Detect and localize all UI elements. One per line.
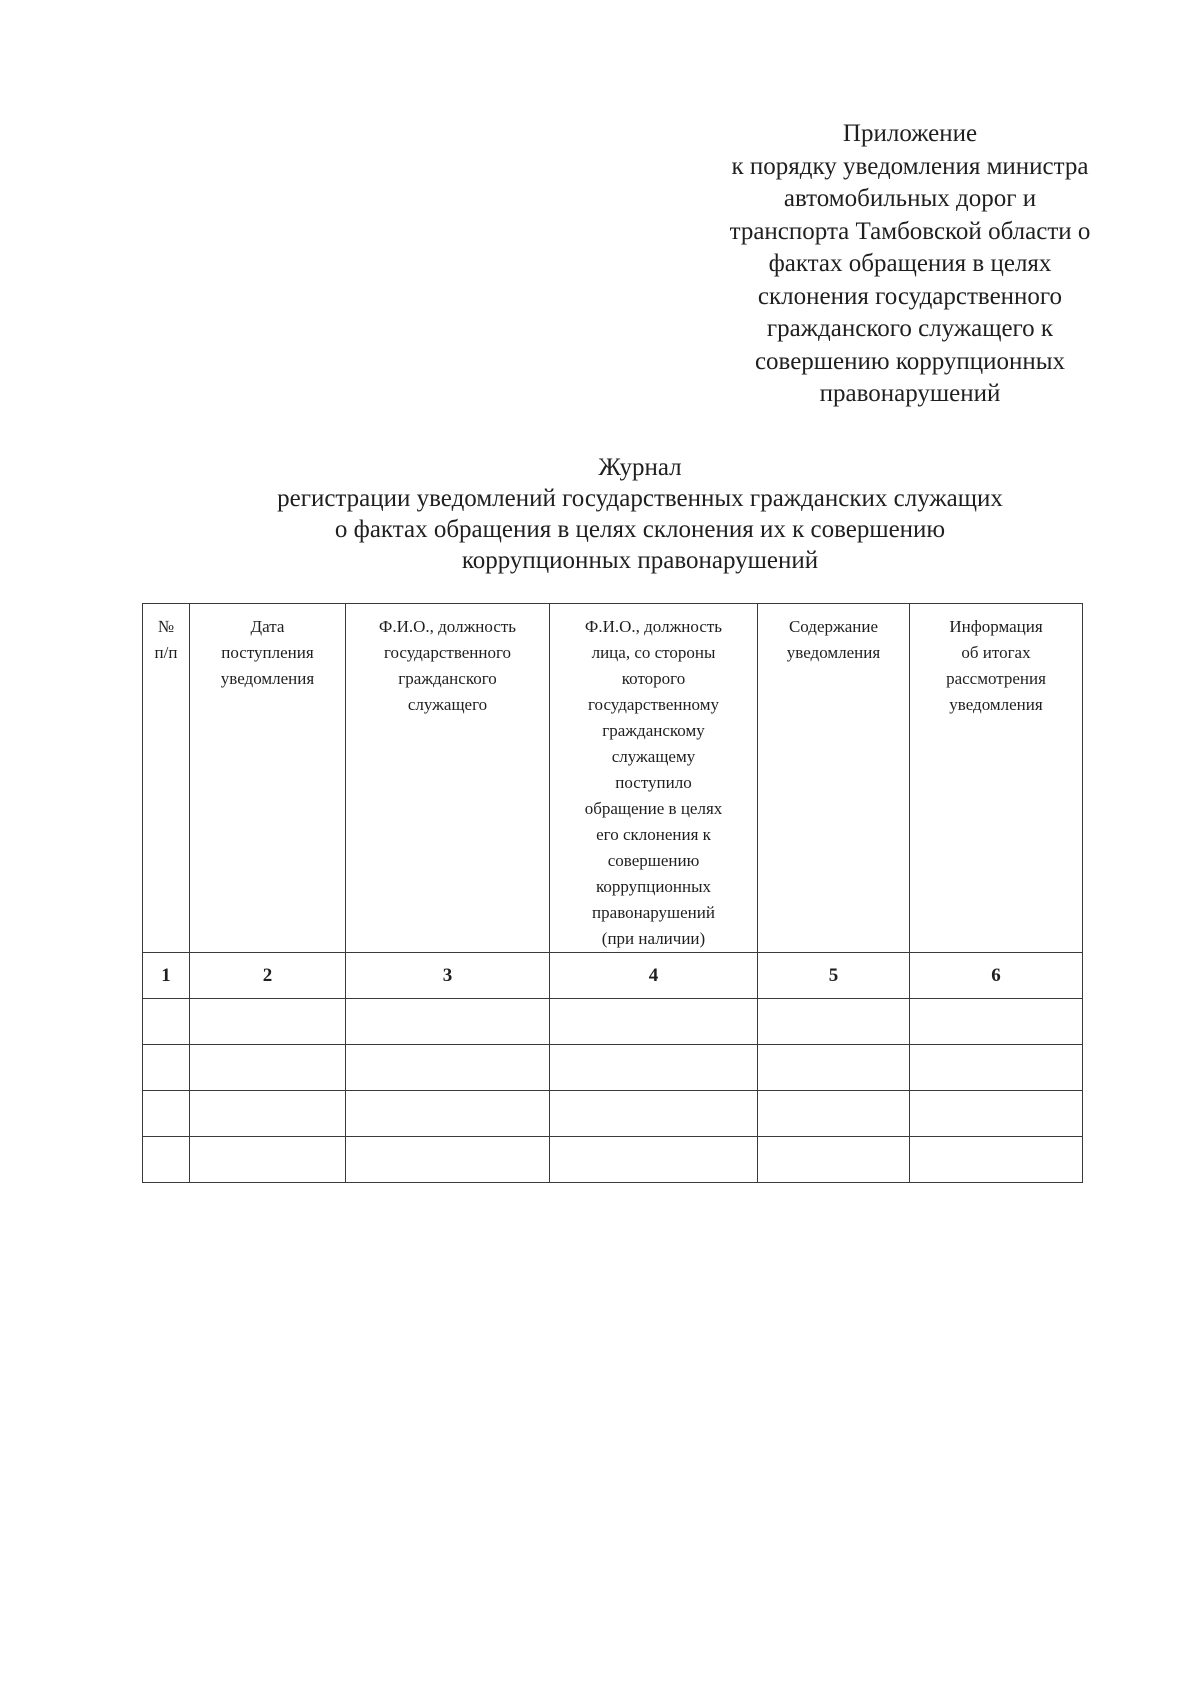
column-header-line: Информация	[949, 617, 1043, 636]
appendix-line: фактах обращения в целях	[768, 250, 1052, 277]
table-cell[interactable]	[190, 1137, 346, 1183]
table-cell[interactable]	[143, 1137, 190, 1183]
table-cell[interactable]	[758, 1045, 910, 1091]
column-header-line: Ф.И.О., должность	[378, 617, 517, 636]
table-cell[interactable]	[190, 999, 346, 1045]
column-header-1	[143, 604, 190, 953]
column-header-line: Ф.И.О., должность	[584, 617, 723, 636]
table-cell[interactable]	[910, 1137, 1083, 1183]
column-header-line: уведомления	[786, 643, 881, 662]
journal-subtitle-line: регистрации уведомлений государственных гражданских служащих	[277, 485, 1003, 512]
appendix-line: к порядку уведомления министра	[731, 152, 1089, 180]
appendix-line: Приложение	[842, 120, 978, 147]
column-header-line: совершению	[607, 851, 700, 870]
appendix-line: склонения государственного	[757, 282, 1063, 310]
table-cell[interactable]	[346, 1137, 550, 1183]
journal-subtitle-line: коррупционных правонарушений	[461, 547, 819, 574]
table-cell[interactable]	[346, 1045, 550, 1091]
column-number-cell: 1	[143, 953, 190, 999]
column-header-line: служащего	[407, 695, 488, 714]
column-header-line: уведомления	[220, 669, 315, 688]
column-header-5	[758, 604, 910, 953]
column-header-line: гражданского	[398, 669, 497, 688]
column-header-3	[346, 604, 550, 953]
column-header-line: рассмотрения	[946, 669, 1046, 688]
column-header-line: служащему	[611, 747, 696, 766]
table-row	[143, 1091, 1083, 1137]
column-header-line: лица, со стороны	[591, 643, 716, 662]
column-header-line: государственному	[588, 695, 719, 714]
table-cell[interactable]	[143, 1091, 190, 1137]
table-cell[interactable]	[758, 1137, 910, 1183]
table-cell[interactable]	[550, 999, 758, 1045]
column-header-line: его склонения к	[596, 825, 711, 844]
table-cell[interactable]	[910, 1045, 1083, 1091]
column-header-line: правонарушений	[592, 903, 715, 922]
appendix-line: транспорта Тамбовской области о	[729, 217, 1091, 245]
column-header-2	[190, 604, 346, 953]
journal-heading	[160, 452, 1120, 576]
table-cell[interactable]	[910, 999, 1083, 1045]
column-header-line: которого	[621, 669, 686, 688]
table-cell[interactable]	[758, 1091, 910, 1137]
column-header-line: гражданскому	[602, 721, 705, 740]
column-header-line: п/п	[154, 643, 178, 662]
column-header-line: уведомления	[949, 695, 1043, 714]
column-header-line: поступило	[615, 773, 692, 792]
table-row	[143, 999, 1083, 1045]
column-header-6	[910, 604, 1083, 953]
table-cell[interactable]	[758, 999, 910, 1045]
table-cell[interactable]	[143, 1045, 190, 1091]
column-number-cell: 5	[758, 953, 910, 999]
table-cell[interactable]	[346, 1091, 550, 1137]
column-number-cell: 3	[346, 953, 550, 999]
table-row	[143, 1045, 1083, 1091]
appendix-line: правонарушений	[819, 380, 1001, 407]
table-cell[interactable]	[910, 1091, 1083, 1137]
column-number-row	[143, 953, 1083, 999]
column-header-line: Дата	[250, 617, 285, 636]
register-table	[142, 603, 1083, 1183]
column-header-4	[550, 604, 758, 953]
column-header-line: коррупционных	[595, 877, 712, 896]
column-number-cell: 4	[550, 953, 758, 999]
column-header-line: обращение в целях	[584, 799, 723, 818]
table-cell[interactable]	[143, 999, 190, 1045]
column-header-line: (при наличии)	[601, 929, 706, 948]
table-row	[143, 1137, 1083, 1183]
table-cell[interactable]	[550, 1091, 758, 1137]
column-number-cell: 2	[190, 953, 346, 999]
table-cell[interactable]	[550, 1045, 758, 1091]
column-number-cell: 6	[910, 953, 1083, 999]
column-header-line: №	[157, 617, 175, 636]
appendix-line: совершению коррупционных	[754, 347, 1066, 375]
column-header-line: поступления	[221, 643, 314, 662]
appendix-line: гражданского служащего к	[766, 315, 1054, 342]
table-cell[interactable]	[190, 1045, 346, 1091]
table-cell[interactable]	[346, 999, 550, 1045]
appendix-line: автомобильных дорог и	[783, 185, 1037, 212]
column-header-line: государственного	[383, 643, 512, 662]
column-header-line: об итогах	[961, 643, 1031, 662]
table-cell[interactable]	[190, 1091, 346, 1137]
journal-title: Журнал	[598, 454, 682, 481]
journal-subtitle-line: о фактах обращения в целях склонения их к совершению	[334, 516, 946, 543]
table-cell[interactable]	[550, 1137, 758, 1183]
column-header-line: Содержание	[788, 617, 879, 636]
header-row	[143, 604, 1083, 953]
appendix-header	[690, 118, 1130, 411]
